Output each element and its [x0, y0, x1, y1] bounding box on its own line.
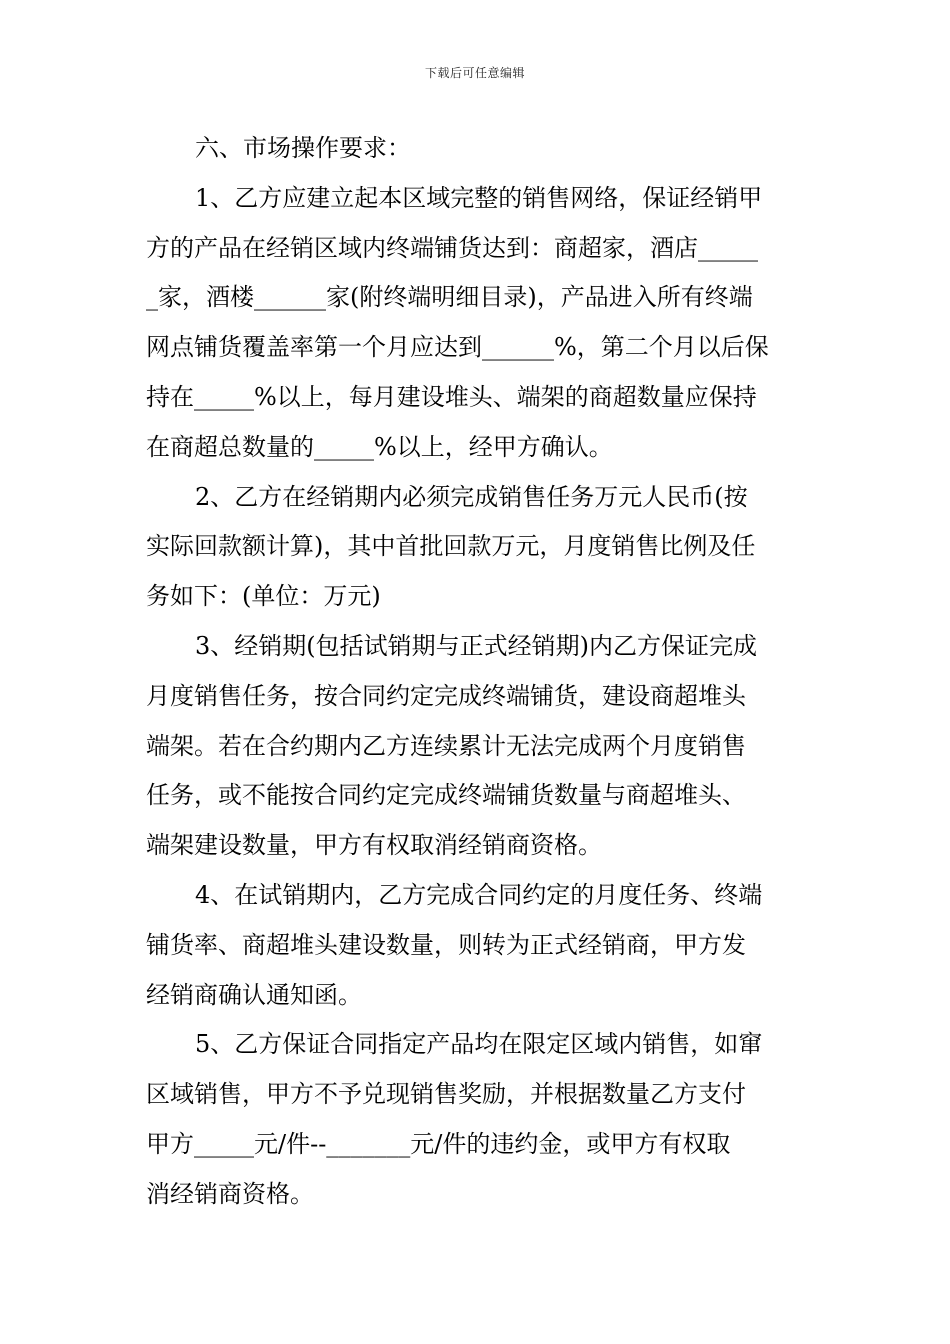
paragraph-line: 1、乙方应建立起本区域完整的销售网络，保证经销甲: [195, 183, 763, 212]
paragraph-line: 端架建设数量，甲方有权取消经销商资格。: [146, 831, 602, 860]
paragraph-line: 月度销售任务，按合同约定完成终端铺货，建设商超堆头: [146, 681, 746, 710]
paragraph-line: _家，酒楼______家(附终端明细目录)，产品进入所有终端: [146, 283, 753, 312]
paragraph-line: 实际回款额计算)，其中首批回款万元，月度销售比例及任: [146, 532, 756, 561]
paragraph-line: 方的产品在经销区域内终端铺货达到：商超家，酒店_____: [146, 233, 758, 262]
paragraph-line: 铺货率、商超堆头建设数量，则转为正式经销商，甲方发: [146, 930, 746, 959]
paragraph-1: [146, 174, 810, 473]
paragraph-3: [146, 622, 810, 871]
paragraph-line: 网点铺货覆盖率第一个月应达到______%，第二个月以后保: [146, 333, 769, 362]
paragraph-4: [146, 871, 810, 1020]
paragraph-line: 4、在试销期内，乙方完成合同约定的月度任务、终端: [195, 880, 763, 909]
page-header: 下载后可任意编辑: [424, 66, 525, 80]
paragraph-line: 务如下：(单位：万元): [146, 582, 381, 611]
paragraph-2: [146, 473, 810, 622]
paragraph-5: [146, 1020, 810, 1219]
paragraph-line: 任务，或不能按合同约定完成终端铺货数量与商超堆头、: [146, 781, 746, 810]
paragraph-line: 端架。若在合约期内乙方连续累计无法完成两个月度销售: [146, 731, 746, 760]
paragraph-line: 甲方_____元/件--_______元/件的违约金，或甲方有权取: [146, 1129, 731, 1158]
document-body: [146, 124, 810, 1220]
section-heading: [146, 124, 810, 174]
paragraph-line: 2、乙方在经销期内必须完成销售任务万元人民币(按: [195, 482, 748, 511]
paragraph-line: 持在_____%以上，每月建设堆头、端架的商超数量应保持: [146, 382, 757, 411]
paragraph-line: 消经销商资格。: [146, 1179, 314, 1208]
paragraph-line: 在商超总数量的_____%以上，经甲方确认。: [146, 432, 613, 461]
heading-line: 六、市场操作要求：: [195, 134, 411, 162]
paragraph-line: 经销商确认通知函。: [146, 980, 362, 1009]
paragraph-line: 区域销售，甲方不予兑现销售奖励，并根据数量乙方支付: [146, 1080, 746, 1109]
paragraph-line: 3、经销期(包括试销期与正式经销期)内乙方保证完成: [195, 631, 757, 660]
paragraph-line: 5、乙方保证合同指定产品均在限定区域内销售，如窜: [195, 1030, 763, 1059]
